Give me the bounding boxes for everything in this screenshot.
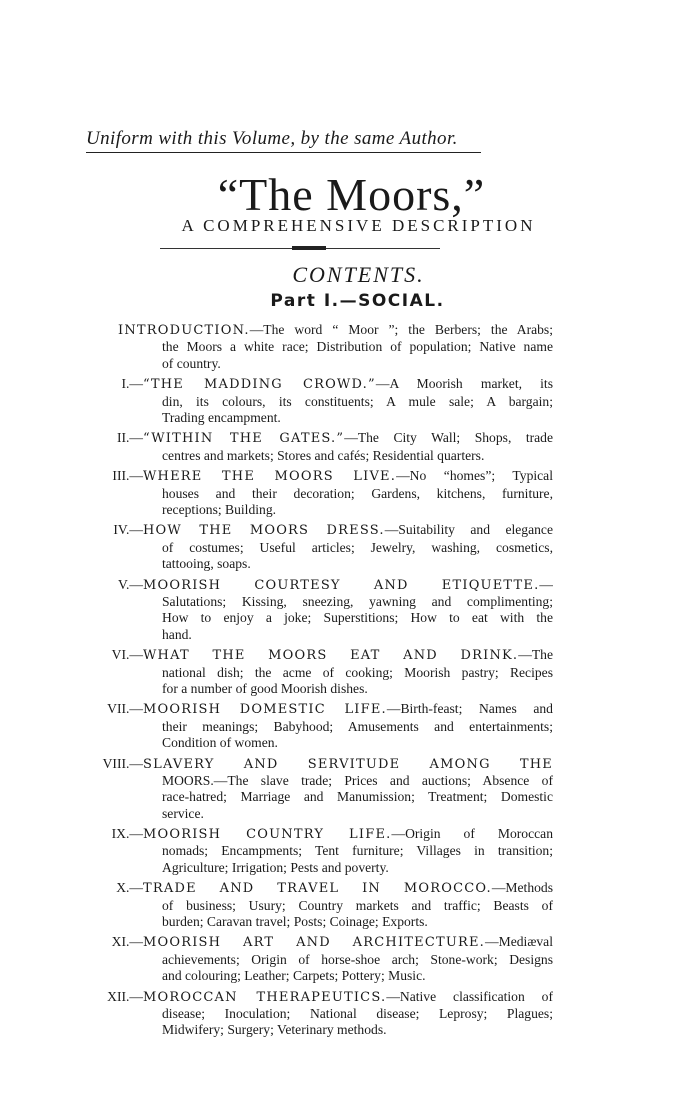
summary-line: Agriculture; Irrigation; Pests and poverty. (162, 859, 389, 875)
toc-entry (0, 934, 695, 984)
chapter-summary-start: —Suitability and elegance (384, 522, 553, 538)
chapter-heading: MOORISH DOMESTIC LIFE. (143, 702, 387, 718)
chapter-summary-start: —Mediæval (485, 934, 553, 950)
chapter-lead (143, 468, 553, 485)
summary-line: Condition of women. (162, 735, 278, 751)
summary-line: hand. (162, 626, 192, 642)
chapter-lead (143, 647, 553, 664)
chapter-summary (162, 898, 553, 931)
chapter-numeral: XI.— (111, 934, 143, 950)
chapter-numeral: VIII.— (102, 755, 143, 771)
chapter-summary (162, 952, 553, 985)
toc-entry-first-line (0, 701, 695, 718)
summary-line: burden; Caravan travel; Posts; Coinage; Exports. (162, 914, 428, 930)
book-title: “The Moors,” (217, 169, 486, 220)
chapter-numeral: II.— (116, 430, 143, 446)
chapter-summary (162, 339, 553, 372)
toc-entry (0, 376, 695, 426)
toc-entry (0, 989, 695, 1039)
summary-line: achievements; Origin of horse-shoe arch; Stone-work; Designs (162, 951, 553, 967)
chapter-summary-start: —Methods (491, 880, 553, 896)
summary-line: the Moors a white race; Distribution of population; Native name (162, 339, 553, 355)
chapter-summary-start: —Native classification of (386, 988, 553, 1004)
chapter-numeral: X.— (116, 880, 143, 896)
summary-line: MOORS.—The slave trade; Prices and auctions; Absence of (162, 772, 553, 788)
toc-entry-first-line (0, 934, 695, 951)
summary-line: of costumes; Useful articles; Jewelry, washing, cosmetics, (162, 539, 553, 555)
chapter-numeral: VI.— (111, 647, 143, 663)
chapter-heading: MOORISH COURTESY AND ETIQUETTE. (143, 577, 540, 593)
toc-entry (0, 826, 695, 876)
chapter-numeral: XII.— (107, 988, 143, 1004)
toc-entry-first-line (0, 989, 695, 1006)
chapter-numeral: V.— (117, 576, 143, 592)
toc-entry (0, 468, 695, 518)
contents-heading: CONTENTS. (292, 262, 425, 287)
chapter-heading: INTRODUCTION. (118, 323, 250, 338)
chapter-heading: MOORISH COUNTRY LIFE. (143, 827, 392, 843)
toc-entry (0, 430, 695, 464)
toc-entry (0, 701, 695, 751)
chapter-heading: “WITHIN THE GATES.” (143, 431, 345, 447)
divider-ornament (292, 246, 326, 250)
chapter-numeral: IX.— (111, 826, 143, 842)
book-subtitle: A COMPREHENSIVE DESCRIPTION (181, 216, 536, 235)
toc-entry-first-line (0, 880, 695, 897)
summary-line: nomads; Encampments; Tent furniture; Villages in transition; (162, 843, 553, 859)
summary-line: race-hatred; Marriage and Manumission; Treatment; Domestic (162, 789, 553, 805)
toc-entry (0, 577, 695, 644)
chapter-heading: “THE MADDING CROWD.” (143, 377, 376, 393)
chapter-summary (162, 773, 553, 822)
summary-line: Midwifery; Surgery; Veterinary methods. (162, 1022, 387, 1038)
summary-line: their meanings; Babyhood; Amusements and entertainments; (162, 718, 553, 734)
chapter-lead (143, 522, 553, 539)
chapter-summary (162, 540, 553, 573)
toc-entry-first-line (0, 647, 695, 664)
chapter-heading: WHAT THE MOORS EAT AND DRINK. (143, 648, 519, 664)
summary-line: Trading encampment. (162, 409, 281, 425)
chapter-lead (143, 826, 553, 843)
summary-line: for a number of good Moorish dishes. (162, 680, 368, 696)
chapter-summary (162, 448, 553, 464)
chapter-summary (162, 594, 553, 643)
summary-line: disease; Inoculation; National disease; Leprosy; Plagues; (162, 1006, 553, 1022)
uniform-underline (86, 152, 481, 153)
chapter-lead (143, 989, 553, 1006)
chapter-numeral: VII.— (107, 701, 143, 717)
toc-entry (0, 647, 695, 697)
toc-entry-first-line (0, 376, 695, 393)
summary-line: tattooing, soaps. (162, 556, 251, 572)
toc-entry-first-line (0, 322, 695, 339)
summary-line: of business; Usury; Country markets and traffic; Beasts of (162, 897, 553, 913)
summary-line: receptions; Building. (162, 501, 277, 517)
chapter-lead (143, 880, 553, 897)
chapter-summary (162, 1006, 553, 1039)
chapter-summary (162, 843, 553, 876)
toc-entry (0, 522, 695, 572)
chapter-numeral: IV.— (113, 522, 143, 538)
chapter-heading: TRADE AND TRAVEL IN MOROCCO. (143, 881, 492, 897)
chapter-lead (143, 934, 553, 951)
chapter-summary-start: — (539, 576, 553, 592)
chapter-numeral: I.— (121, 376, 143, 392)
chapter-summary (162, 486, 553, 519)
part-heading: Part I.—SOCIAL. (270, 291, 445, 311)
toc-entry-first-line (0, 522, 695, 539)
chapter-lead (143, 376, 553, 393)
chapter-heading: MOORISH ART AND ARCHITECTURE. (143, 935, 486, 951)
chapter-summary (162, 394, 553, 427)
chapter-lead (143, 577, 553, 594)
toc-entry (0, 322, 695, 372)
chapter-summary-start: —A Moorish market, its (375, 376, 553, 392)
chapter-numeral: III.— (112, 468, 143, 484)
table-of-contents (0, 322, 695, 1043)
chapter-heading: HOW THE MOORS DRESS. (143, 523, 385, 539)
chapter-summary-start: —The word “ Moor ”; the Berbers; the Arabs; (249, 322, 553, 337)
chapter-heading: WHERE THE MOORS LIVE. (143, 469, 397, 485)
chapter-lead (143, 701, 553, 718)
toc-entry (0, 880, 695, 930)
summary-line: centres and markets; Stores and cafés; Residential quarters. (162, 447, 485, 463)
chapter-summary-start: —Birth-feast; Names and (386, 701, 553, 717)
toc-entry (0, 756, 695, 823)
summary-line: din, its colours, its constituents; A mule sale; A bargain; (162, 393, 553, 409)
toc-entry-first-line (0, 756, 695, 773)
toc-entry-first-line (0, 430, 695, 447)
chapter-summary (162, 719, 553, 752)
toc-entry-first-line (0, 826, 695, 843)
summary-line: How to enjoy a joke; Superstitions; How to eat with the (162, 610, 553, 626)
chapter-heading: MOROCCAN THERAPEUTICS. (143, 989, 387, 1005)
uniform-note: Uniform with this Volume, by the same Author. (86, 128, 458, 149)
summary-line: Salutations; Kissing, sneezing, yawning and complimenting; (162, 593, 553, 609)
summary-line: houses and their decoration; Gardens, kitchens, furniture, (162, 485, 553, 501)
chapter-summary (162, 665, 553, 698)
summary-line: of country. (162, 355, 221, 371)
chapter-summary-start: —The City Wall; Shops, trade (344, 430, 553, 446)
toc-entry-first-line (0, 577, 695, 594)
chapter-lead (143, 430, 553, 447)
chapter-lead (118, 322, 553, 339)
chapter-summary-start: —No “homes”; Typical (396, 468, 553, 484)
summary-line: and colouring; Leather; Carpets; Pottery; Music. (162, 968, 426, 984)
summary-line: national dish; the acme of cooking; Moorish pastry; Recipes (162, 664, 553, 680)
chapter-heading: SLAVERY AND SERVITUDE AMONG THE (143, 756, 553, 772)
chapter-lead (143, 756, 553, 773)
toc-entry-first-line (0, 468, 695, 485)
summary-line: service. (162, 805, 204, 821)
chapter-summary-start: —The (518, 647, 553, 663)
chapter-summary-start: —Origin of Moroccan (391, 826, 553, 842)
